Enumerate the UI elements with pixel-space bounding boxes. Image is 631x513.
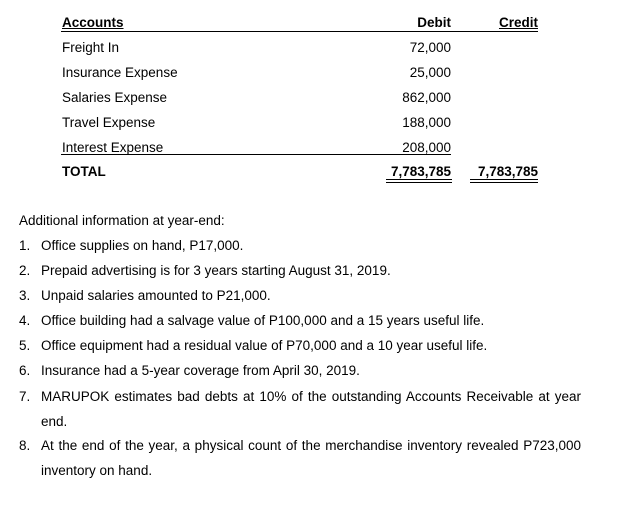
list-item-text: Prepaid advertising is for 3 years starting August 31, 2019. [41, 263, 391, 278]
list-item-number: 6. [19, 363, 31, 378]
credit-header: Credit [498, 15, 538, 30]
total-label: TOTAL [62, 164, 106, 179]
list-item-number: 8. [19, 438, 31, 453]
list-item-text: Office building had a salvage value of P100,000 and a 15 years useful life. [41, 313, 485, 328]
total-credit-double-underline [470, 179, 538, 183]
debit-value: 25,000 [409, 65, 451, 80]
list-item-number: 7. [19, 389, 31, 404]
debit-value: 188,000 [402, 115, 451, 130]
trial-balance-table [0, 0, 631, 190]
table-header-row [0, 13, 631, 33]
total-debit-double-underline [386, 179, 452, 183]
list-item-text: Insurance had a 5-year coverage from April 30, 2019. [41, 363, 360, 378]
list-item-text: At the end of the year, a physical count of the merchandise inventory revealed P723,000 inventory on hand. [41, 438, 581, 478]
list-item-text: Office equipment had a residual value of P70,000 and a 10 year useful life. [41, 338, 488, 353]
list-item-number: 3. [19, 288, 31, 303]
table-row [0, 113, 631, 133]
total-credit: 7,783,785 [477, 164, 538, 179]
debit-value: 208,000 [402, 140, 451, 155]
table-row [0, 63, 631, 83]
additional-info-title: Additional information at year-end: [19, 213, 225, 228]
account-name: Freight In [62, 40, 120, 55]
list-item-text: Unpaid salaries amounted to P21,000. [41, 288, 271, 303]
account-name: Salaries Expense [62, 90, 168, 105]
debit-value: 72,000 [409, 40, 451, 55]
table-row [0, 38, 631, 58]
account-name: Interest Expense [62, 140, 164, 155]
list-item-number: 1. [19, 238, 31, 253]
header-rule [61, 31, 538, 32]
list-item-number: 4. [19, 313, 31, 328]
table-row [0, 138, 631, 158]
list-item-text: Office supplies on hand, P17,000. [41, 238, 244, 253]
account-name: Insurance Expense [62, 65, 178, 80]
table-row [0, 88, 631, 108]
subtotal-rule [61, 154, 451, 155]
account-name: Travel Expense [62, 115, 156, 130]
debit-value: 862,000 [402, 90, 451, 105]
debit-header: Debit [417, 15, 451, 30]
list-item-number: 2. [19, 263, 31, 278]
list-item-number: 5. [19, 338, 31, 353]
total-debit: 7,783,785 [390, 164, 451, 179]
accounts-header: Accounts [62, 15, 124, 30]
list-item-text: MARUPOK estimates bad debts at 10% of the outstanding Accounts Receivable at year end. [41, 389, 581, 429]
